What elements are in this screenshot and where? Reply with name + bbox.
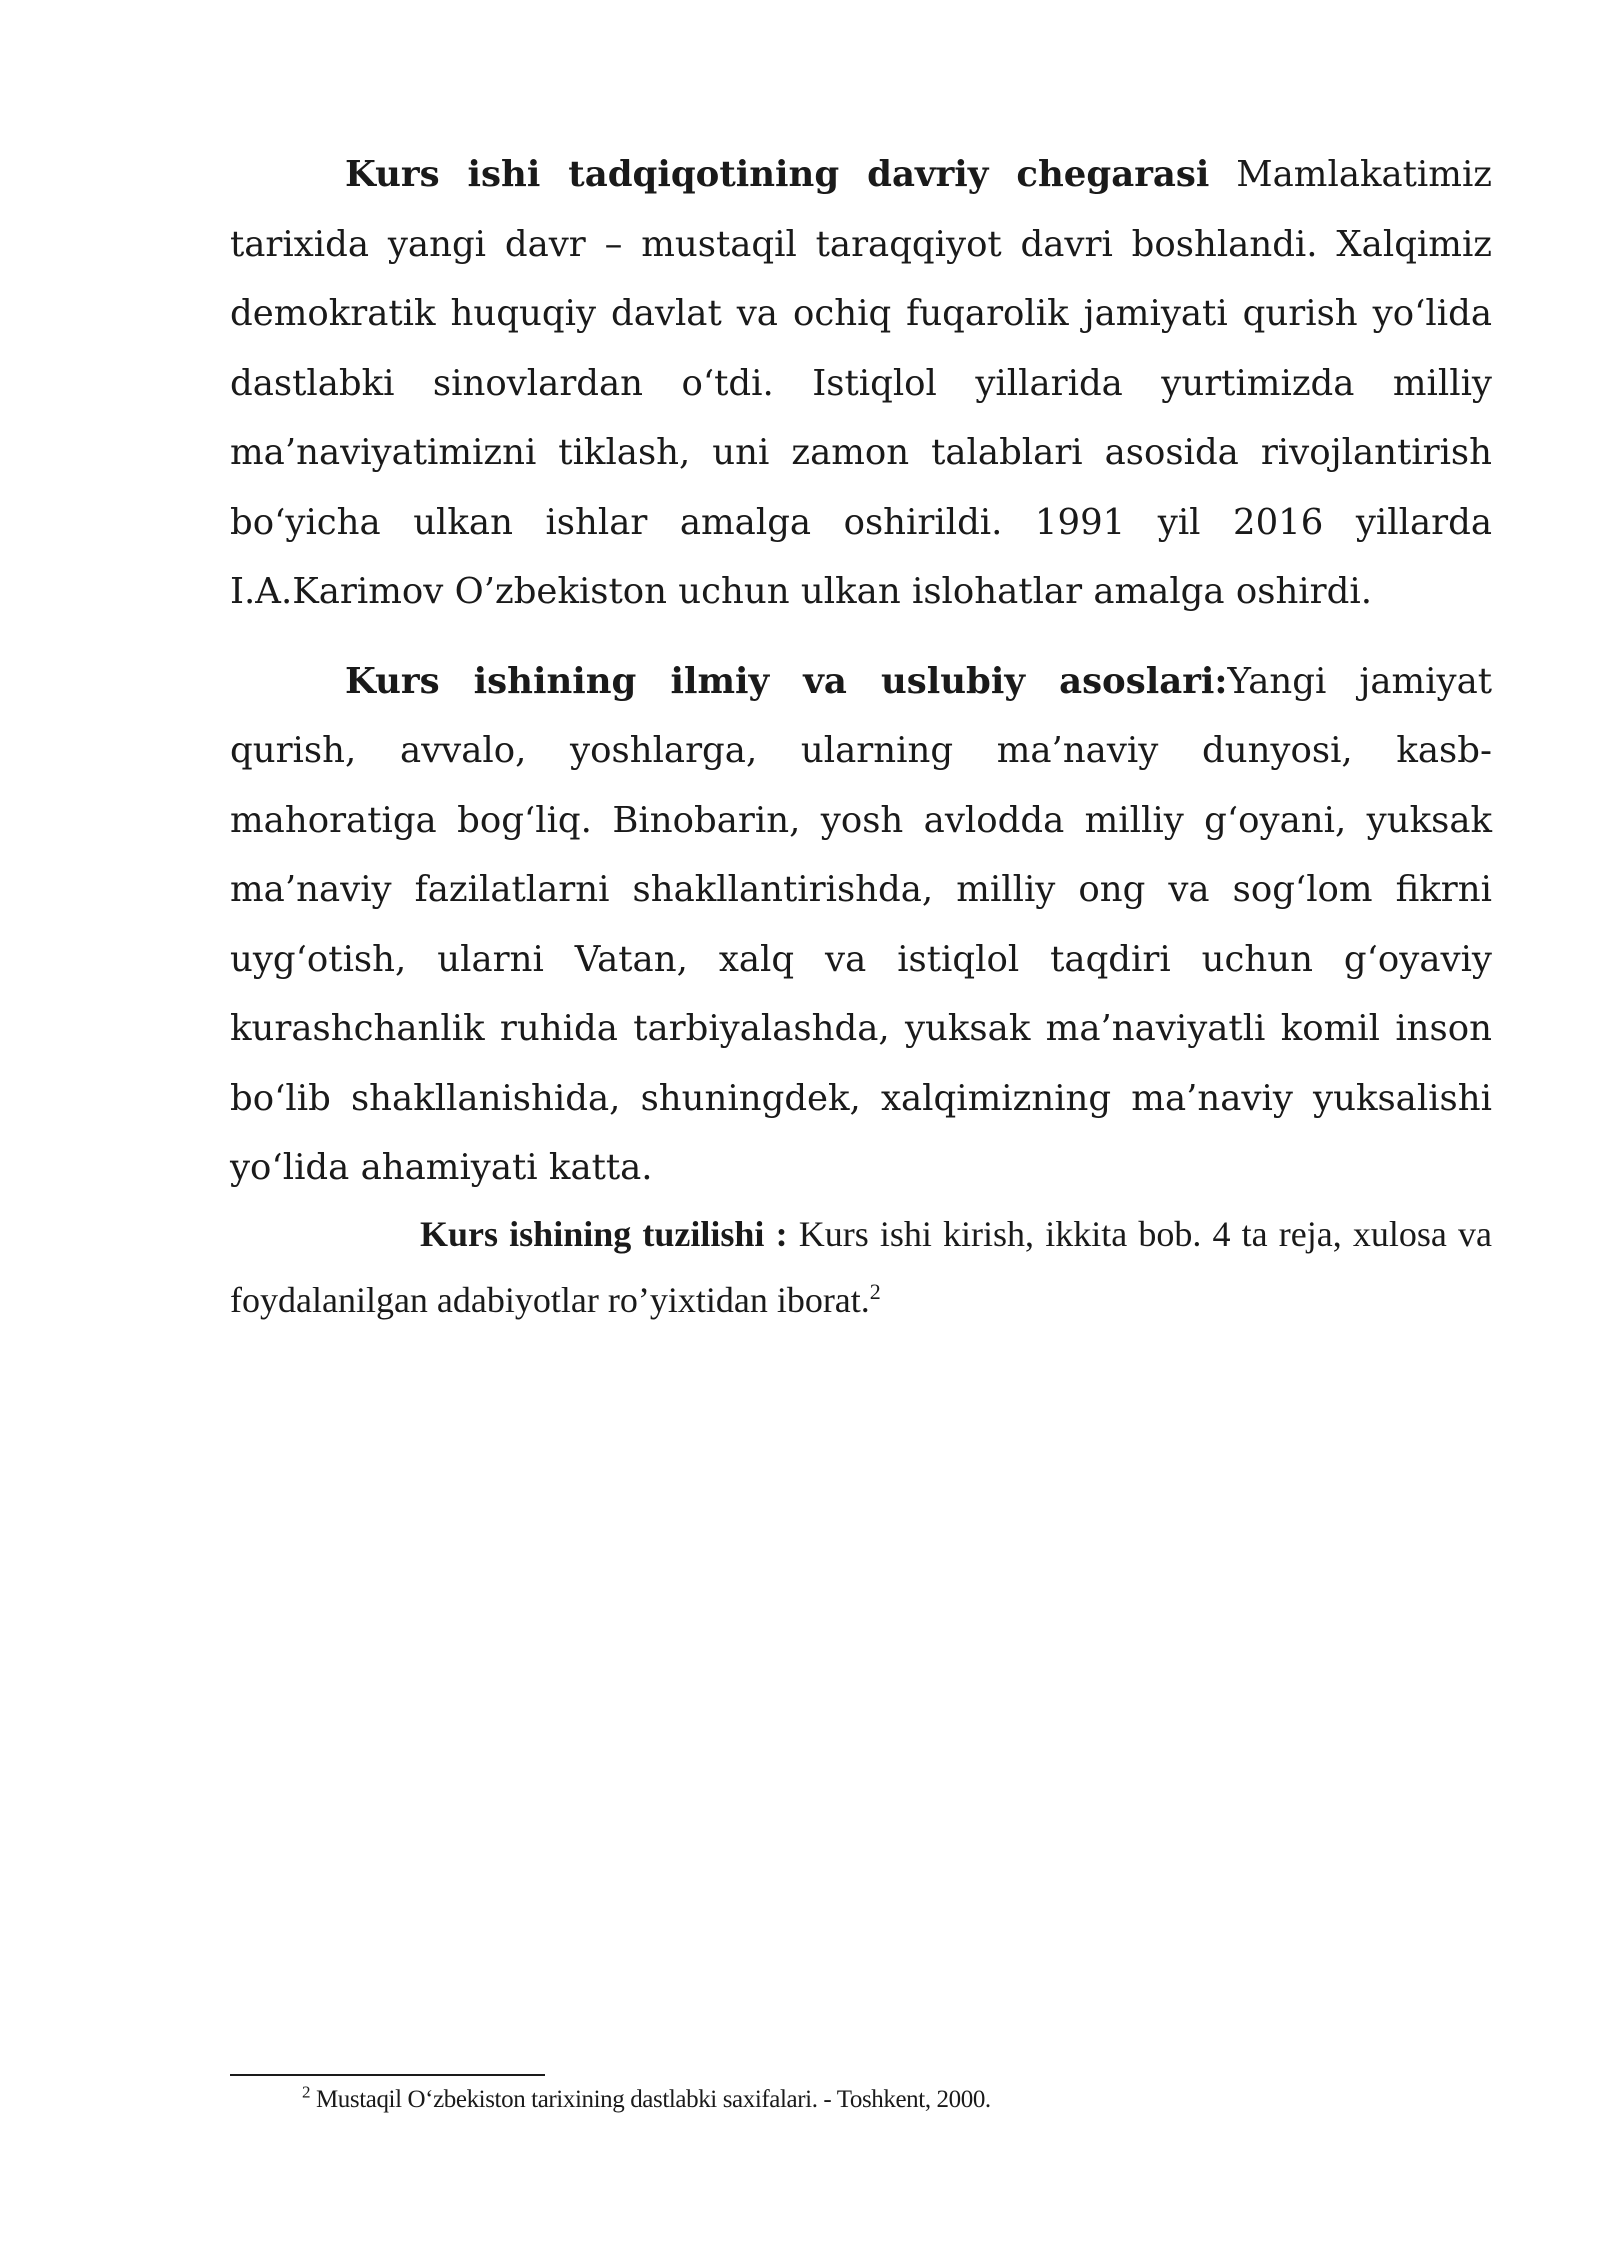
footnote-reference[interactable]: 2 xyxy=(869,1278,881,1304)
footnote-number: 2 xyxy=(302,2082,311,2102)
paragraph-text: Mamlakatimiz tarixida yangi davr – mustaqil taraqqiyot davri boshlandi. Xalqimiz demokratik huquqiy davlat va ochiq fuqarolik jamiyati qurish yo‘lida dastlabki sinovlardan o‘tdi. Istiqlol yillarida yurtimizda milliy ma’naviyatimizni tiklash, uni zamon talablari asosida rivojlantirish bo‘yicha ulkan ishlar amalga oshirildi. 1991 yil 2016 yillarda I.A.Karimov O’zbekiston uchun ulkan islohatlar amalga oshirdi. xyxy=(230,154,1493,612)
paragraph-text: Yangi jamiyat qurish, avvalo, yoshlarga, ularning ma’naviy dunyosi, kasb-mahoratiga bog‘liq. Binobarin, yosh avlodda milliy g‘oyani, yuksak ma’naviy fazilatlarni shakllantirishda, milliy ong va sog‘lom fikrni uyg‘otish, ularni Vatan, xalq va istiqlol taqdiri uchun g‘oyaviy kurashchanlik ruhida tarbiyalashda, yuksak ma’naviyatli komil inson bo‘lib shakllanishida, shuningdek, xalqimizning ma’naviy yuksalishi yo‘lida ahamiyati katta. xyxy=(230,660,1493,1188)
paragraph-scientific-basis xyxy=(230,647,1492,1203)
paragraph-heading: Kurs ishi tadqiqotining davriy chegarasi xyxy=(345,154,1210,195)
paragraph-heading: Kurs ishining tuzilishi : xyxy=(420,1213,788,1254)
document-body xyxy=(230,140,1492,1333)
paragraph-text: Kurs ishi kirish, ikkita bob. 4 ta reja, xulosa va foydalanilgan adabiyotlar ro’yixtidan iborat. xyxy=(230,1213,1492,1320)
footnote xyxy=(302,2082,1402,2118)
paragraph-heading: Kurs ishining ilmiy va uslubiy asoslari: xyxy=(345,660,1228,702)
footnote-text: Mustaqil O‘zbekiston tarixining dastlabki saxifalari. - Toshkent, 2000. xyxy=(310,2086,991,2113)
paragraph-chronological-scope xyxy=(230,140,1492,627)
footnote-separator xyxy=(230,2074,545,2076)
paragraph-structure xyxy=(230,1201,1492,1333)
